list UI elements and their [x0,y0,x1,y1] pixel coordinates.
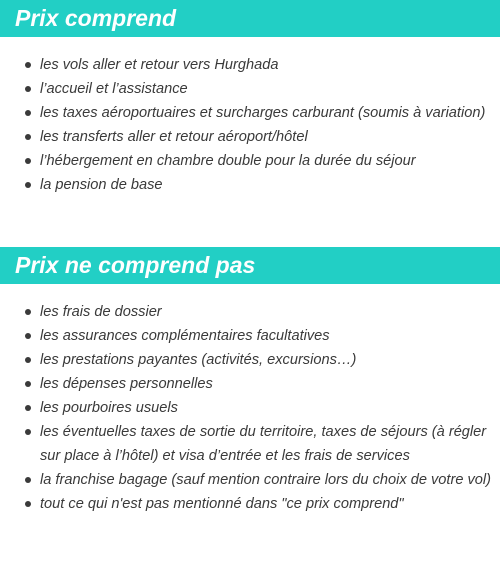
list-item [0,53,500,77]
price-includes-title: Prix comprend [15,5,177,31]
list-item-text: les éventuelles taxes de sortie du territoire, taxes de séjours (à régler sur place à l’hôtel) et visa d’entrée et les frais de services [40,424,487,464]
price-excludes-header [0,247,500,284]
list-item-text: les prestations payantes (activités, excursions…) [40,352,357,368]
list-item [0,372,500,396]
price-excludes-title: Prix ne comprend pas [15,252,256,278]
bullet-icon [25,309,31,315]
bullet-icon [25,182,31,188]
bullet-icon [25,381,31,387]
bullet-icon [25,429,31,435]
list-item-text: les frais de dossier [40,304,162,320]
bullet-icon [25,62,31,68]
list-item [0,77,500,101]
list-item-text: l’accueil et l’assistance [40,81,188,97]
list-item [0,101,500,125]
list-item-text: tout ce qui n'est pas mentionné dans "ce prix comprend" [40,496,404,512]
bullet-icon [25,158,31,164]
list-item [0,420,500,468]
bullet-icon [25,86,31,92]
list-item-text: la pension de base [40,177,163,193]
list-item-text: les transferts aller et retour aéroport/hôtel [40,129,308,145]
bullet-icon [25,501,31,507]
bullet-icon [25,405,31,411]
list-item-text: l’hébergement en chambre double pour la durée du séjour [40,153,416,169]
bullet-icon [25,477,31,483]
bullet-icon [25,110,31,116]
list-item [0,324,500,348]
bullet-icon [25,357,31,363]
list-item [0,396,500,420]
list-item-text: les taxes aéroportuaires et surcharges carburant (soumis à variation) [40,105,486,121]
bullet-icon [25,134,31,140]
price-excludes-list [0,300,500,516]
list-item-text: les vols aller et retour vers Hurghada [40,57,279,73]
list-item [0,348,500,372]
list-item [0,125,500,149]
bullet-icon [25,333,31,339]
list-item [0,149,500,173]
list-item [0,173,500,197]
list-item-text: les pourboires usuels [40,400,178,416]
price-includes-header [0,0,500,37]
list-item [0,468,500,492]
list-item-text: les dépenses personnelles [40,376,213,392]
list-item [0,492,500,516]
price-includes-list [0,53,500,197]
list-item-text: la franchise bagage (sauf mention contraire lors du choix de votre vol) [40,472,492,488]
list-item [0,300,500,324]
list-item-text: les assurances complémentaires facultatives [40,328,330,344]
